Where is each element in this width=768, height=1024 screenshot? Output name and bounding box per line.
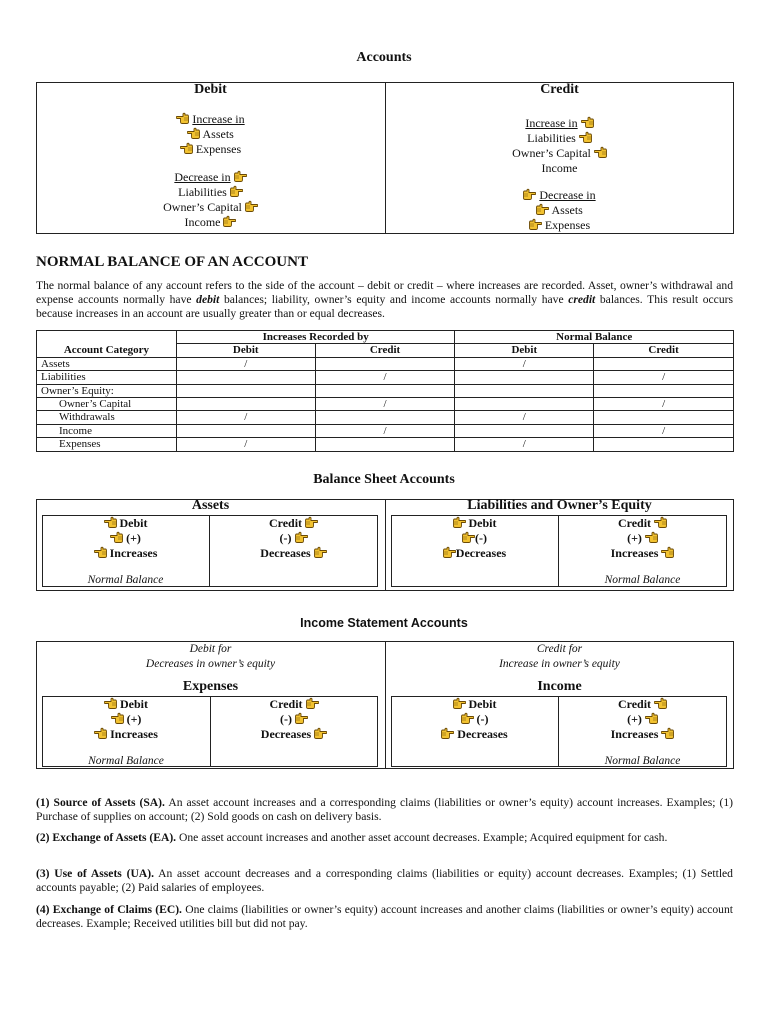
income-debit-effect: Decreases (457, 727, 508, 741)
debit-increase-heading: Increase in (192, 112, 245, 126)
debit-increase-item: Assets (202, 127, 234, 141)
income-note-line: Increase in owner’s equity (499, 657, 620, 670)
normal-balance-heading: NORMAL BALANCE OF AN ACCOUNT (36, 254, 308, 270)
col-credit-header: Credit (315, 344, 455, 357)
paragraph-text: balances; liability, owner’s equity and income accounts normally have (219, 293, 569, 306)
assets-header: Assets (191, 498, 230, 513)
liabilities-credit-sign: (+) (627, 531, 642, 545)
col-credit-header: Credit (594, 344, 734, 357)
table-row (37, 384, 734, 397)
debit-header: Debit (194, 82, 227, 97)
transaction-item (36, 831, 733, 845)
income-credit-side (558, 697, 727, 742)
table-row (37, 424, 734, 437)
cell-inc-credit (315, 384, 455, 397)
cell-inc-debit: / (176, 411, 315, 424)
liabilities-normal-balance: Normal Balance (604, 574, 681, 586)
liabilities-debit-label: Debit (468, 516, 497, 530)
hand-right-icon (529, 218, 542, 230)
cell-nb-debit: / (455, 357, 594, 370)
income-statement-title: Income Statement Accounts (300, 616, 468, 630)
cell-inc-credit: / (315, 398, 455, 411)
table-row (37, 371, 734, 384)
assets-debit-side (42, 516, 209, 561)
cell-nb-credit (594, 438, 734, 451)
cell-inc-credit (315, 411, 455, 424)
hand-left-icon (654, 697, 667, 709)
credit-decrease-item: Assets (551, 203, 583, 217)
credit-increase-block (385, 116, 734, 176)
cell-inc-debit (176, 371, 315, 384)
expenses-debit-label: Debit (120, 697, 148, 711)
hand-left-icon (645, 531, 658, 543)
cell-nb-credit: / (594, 398, 734, 411)
cell-nb-debit: / (455, 438, 594, 451)
hand-right-icon (443, 546, 456, 558)
row-label: Assets (37, 357, 177, 370)
income-header: Income (537, 679, 582, 694)
liabilities-credit-side (558, 516, 727, 561)
cell-inc-debit (176, 424, 315, 437)
income-credit-effect: Increases (610, 727, 659, 741)
income-credit-sign: (+) (627, 712, 642, 726)
expenses-debit-effect: Increases (110, 727, 158, 741)
hand-left-icon (581, 116, 594, 128)
table-row (37, 398, 734, 411)
hand-left-icon (661, 546, 674, 558)
debit-decrease-item: Income (184, 215, 221, 229)
paragraph-text: The normal balance of any account refers to the side of the account – debit or credit – where increases are recorded. Asset, owner’s withdrawal and expense accounts normally have (36, 279, 733, 306)
income-credit-label: Credit (617, 697, 652, 711)
paragraph-credit-emphasis: credit (568, 293, 596, 306)
hand-left-icon (104, 697, 117, 709)
paragraph-text: balances. This result occurs because increases in an account are usually greater than or equal decreases. (36, 293, 733, 320)
credit-decrease-heading: Decrease in (539, 188, 596, 202)
cell-inc-credit (315, 438, 455, 451)
liabilities-credit-effect: Increases (610, 546, 659, 560)
hand-left-icon (94, 546, 107, 558)
hand-left-icon (110, 531, 123, 543)
cell-nb-credit: / (594, 371, 734, 384)
expenses-note-line: Debit for (189, 643, 232, 655)
cell-nb-debit: / (455, 411, 594, 424)
credit-increase-item: Owner’s Capital (512, 146, 591, 160)
credit-decrease-item: Expenses (544, 218, 591, 232)
expenses-note-line: Decreases in owner’s equity (145, 657, 276, 670)
expenses-debit-sign: (+) (126, 712, 142, 726)
transaction-text: One claims (liabilities or owner’s equity) account increases and another claims (liabilities or owner’s equity) account decreases. Example; Received utilities bill but did not pay. (36, 903, 733, 930)
hand-left-icon (104, 516, 117, 528)
row-label: Withdrawals (37, 411, 177, 424)
hand-right-icon (314, 546, 327, 558)
assets-debit-effect: Increases (109, 546, 158, 560)
credit-increase-item: Liabilities (527, 131, 576, 145)
income-normal-balance: Normal Balance (604, 755, 681, 767)
expenses-credit-effect: Decreases (260, 727, 312, 741)
hand-left-icon (187, 127, 200, 139)
income-note-line: Credit for (536, 643, 583, 655)
cell-nb-credit (594, 411, 734, 424)
debit-decrease-item: Owner’s Capital (163, 200, 242, 214)
cell-inc-credit: / (315, 424, 455, 437)
liabilities-debit-effect: Decreases (455, 546, 507, 560)
hand-left-icon (661, 727, 674, 739)
liabilities-debit-side (391, 516, 558, 561)
transaction-text: An asset account decreases and a corresponding claims (liabilities or equity) account decreases. Examples; (1) Settled accounts payable; (2) Paid salaries of employees. (36, 867, 733, 894)
row-label: Owner’s Equity: (37, 384, 177, 397)
cell-inc-debit (176, 398, 315, 411)
hand-left-icon (176, 112, 189, 124)
row-label: Income (37, 424, 177, 437)
hand-right-icon (453, 697, 466, 709)
hand-left-icon (180, 142, 193, 154)
hand-right-icon (536, 203, 549, 215)
hand-right-icon (245, 200, 258, 212)
credit-decrease-block (385, 188, 734, 233)
cell-nb-credit: / (594, 424, 734, 437)
expenses-normal-balance: Normal Balance (88, 755, 164, 767)
table-header-row (37, 344, 734, 357)
row-label: Expenses (37, 438, 177, 451)
normal-balance-table (36, 330, 734, 452)
hand-right-icon (295, 712, 308, 724)
hand-right-icon (305, 516, 318, 528)
cell-nb-credit (594, 384, 734, 397)
assets-debit-sign: (+) (126, 531, 141, 545)
hand-right-icon (230, 185, 243, 197)
expenses-credit-sign: (-) (280, 712, 292, 726)
credit-increase-heading: Increase in (525, 116, 578, 130)
cell-inc-debit: / (176, 438, 315, 451)
table-group-header-row (37, 331, 734, 344)
income-debit-sign: (-) (476, 712, 489, 726)
transaction-item (36, 867, 733, 895)
cell-inc-credit: / (315, 371, 455, 384)
debit-decrease-heading: Decrease in (174, 170, 231, 184)
credit-header: Credit (540, 82, 579, 97)
expenses-credit-side (210, 697, 378, 742)
hand-left-icon (645, 712, 658, 724)
hand-left-icon (111, 712, 124, 724)
transaction-text: An asset account increases and a corresponding claims (liabilities or owner’s equity) account increases. Examples; (1) Purchase of supplies on account; (2) Sold goods on cash on delivery basis. (36, 796, 734, 823)
debit-decrease-item: Liabilities (178, 185, 227, 199)
assets-credit-label: Credit (268, 516, 303, 530)
expenses-credit-label: Credit (269, 697, 303, 711)
cell-inc-credit (315, 357, 455, 370)
hand-right-icon (306, 697, 319, 709)
income-debit-side (391, 697, 558, 742)
normal-balance-paragraph (36, 279, 733, 321)
hand-left-icon (594, 146, 607, 158)
expenses-note (36, 642, 385, 671)
group-normal-header: Normal Balance (455, 331, 734, 344)
cell-inc-debit: / (176, 357, 315, 370)
liabilities-header: Liabilities and Owner’s Equity (467, 498, 652, 513)
assets-debit-label: Debit (119, 516, 148, 530)
paragraph-debit-emphasis: debit (196, 293, 220, 306)
table-row (37, 411, 734, 424)
col-category-header: Account Category (37, 344, 177, 357)
debit-increase-item: Expenses (195, 142, 242, 156)
hand-right-icon (462, 531, 475, 543)
cell-inc-debit (176, 384, 315, 397)
hand-right-icon (523, 188, 536, 200)
liabilities-debit-sign: (-) (475, 531, 487, 545)
hand-right-icon (295, 531, 308, 543)
row-label: Owner’s Capital (37, 398, 177, 411)
debit-increase-block (36, 112, 385, 157)
transaction-item (36, 796, 733, 824)
assets-credit-sign: (-) (279, 531, 292, 545)
hand-right-icon (314, 727, 327, 739)
hand-right-icon (234, 170, 247, 182)
table-row (37, 438, 734, 451)
hand-left-icon (654, 516, 667, 528)
accounts-title: Accounts (356, 50, 412, 65)
group-increases-header: Increases Recorded by (176, 331, 455, 344)
hand-right-icon (453, 516, 466, 528)
cell-nb-credit (594, 357, 734, 370)
cell-nb-debit (455, 371, 594, 384)
hand-right-icon (223, 215, 236, 227)
cell-nb-debit (455, 424, 594, 437)
transaction-label: (4) Exchange of Claims (EC). (36, 903, 182, 916)
transaction-label: (1) Source of Assets (SA). (36, 796, 165, 809)
expenses-debit-side (42, 697, 210, 742)
hand-left-icon (579, 131, 592, 143)
liabilities-credit-label: Credit (617, 516, 652, 530)
transaction-item (36, 903, 733, 931)
assets-credit-side (209, 516, 378, 561)
table-row (37, 357, 734, 370)
credit-increase-item: Income (541, 161, 578, 175)
transaction-label: (3) Use of Assets (UA). (36, 867, 154, 880)
transaction-text: One asset account increases and another asset account decreases. Example; Acquired equipment for cash. (176, 831, 668, 844)
hand-right-icon (461, 712, 474, 724)
transaction-label: (2) Exchange of Assets (EA). (36, 831, 177, 844)
debit-decrease-block (36, 170, 385, 230)
income-note (385, 642, 734, 671)
row-label: Liabilities (37, 371, 177, 384)
hand-right-icon (441, 727, 454, 739)
hand-left-icon (94, 727, 107, 739)
assets-credit-effect: Decreases (260, 546, 311, 560)
cell-nb-debit (455, 384, 594, 397)
expenses-header: Expenses (182, 679, 239, 694)
assets-normal-balance: Normal Balance (87, 574, 164, 586)
income-debit-label: Debit (468, 697, 497, 711)
balance-sheet-title: Balance Sheet Accounts (313, 472, 455, 487)
cell-nb-debit (455, 398, 594, 411)
col-debit-header: Debit (455, 344, 594, 357)
col-debit-header: Debit (176, 344, 315, 357)
